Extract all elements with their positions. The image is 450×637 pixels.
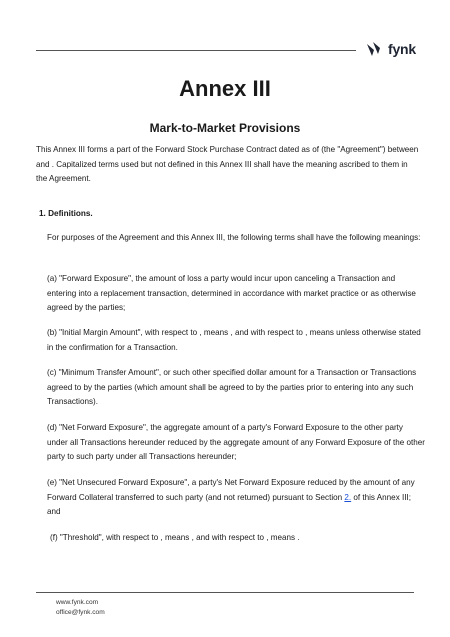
section-heading-definitions: 1. Definitions.	[39, 209, 93, 218]
definition-item	[47, 421, 425, 465]
item-text: "Net Forward Exposure", the aggregate amount of a party's Forward Exposure to the other party under all Transactions hereunder reduced by the aggregate amount of any Forward Exposure of the other party to such party under all Transactions hereunder;	[47, 423, 425, 461]
footer-website[interactable]: www.fynk.com	[56, 599, 99, 606]
item-label: (b)	[47, 328, 57, 337]
brand-name: fynk	[388, 41, 416, 57]
item-label: (f)	[50, 533, 58, 542]
document-title: Annex III	[179, 76, 271, 101]
fynk-logo	[365, 40, 416, 58]
definition-item	[47, 272, 425, 316]
section-2-link[interactable]: 2.	[344, 492, 352, 502]
intro-paragraph: This Annex III forms a part of the Forward Stock Purchase Contract dated as of (the "Agreement") between and . Capitalized terms used but not defined in this Annex III shall have the meaning ascribed to them in the Agreement.	[36, 145, 419, 183]
definition-item	[47, 476, 425, 520]
item-text: "Minimum Transfer Amount", or such other specified dollar amount for a Transaction or Transactions agreed to by the parties (which amount shall be agreed to by the parties prior to entering into any such Transactions).	[47, 368, 417, 406]
item-text: "Initial Margin Amount", with respect to , means , and with respect to , means unless otherwise stated in the confirmation for a Transaction.	[47, 328, 421, 352]
item-text: "Forward Exposure", the amount of loss a party would incur upon canceling a Transaction and entering into a replacement transaction, determined in accordance with market practice or as otherwise agreed by the parties;	[47, 274, 416, 312]
definition-item	[50, 531, 428, 546]
item-text: "Net Unsecured Forward Exposure", a party's Net Forward Exposure reduced by the amount of any Forward Collateral transferred to such party (and not returned) pursuant to Section	[47, 478, 415, 502]
footer-divider	[36, 592, 414, 593]
item-text: "Threshold", with respect to , means , and with respect to , means .	[59, 533, 300, 542]
item-text: of this Annex III; and	[47, 492, 411, 516]
document-subtitle: Mark-to-Market Provisions	[149, 121, 301, 135]
item-label: (e)	[47, 478, 57, 487]
fynk-logo-icon	[365, 40, 385, 58]
item-label: (a)	[47, 274, 57, 283]
item-label: (d)	[47, 423, 57, 432]
item-label: (c)	[47, 368, 57, 377]
definition-item	[47, 326, 425, 355]
footer-email[interactable]: office@fynk.com	[56, 609, 105, 616]
definition-item	[47, 366, 425, 410]
section-lead-paragraph: For purposes of the Agreement and this Annex III, the following terms shall have the following meanings:	[47, 233, 421, 242]
header-divider	[36, 50, 356, 51]
